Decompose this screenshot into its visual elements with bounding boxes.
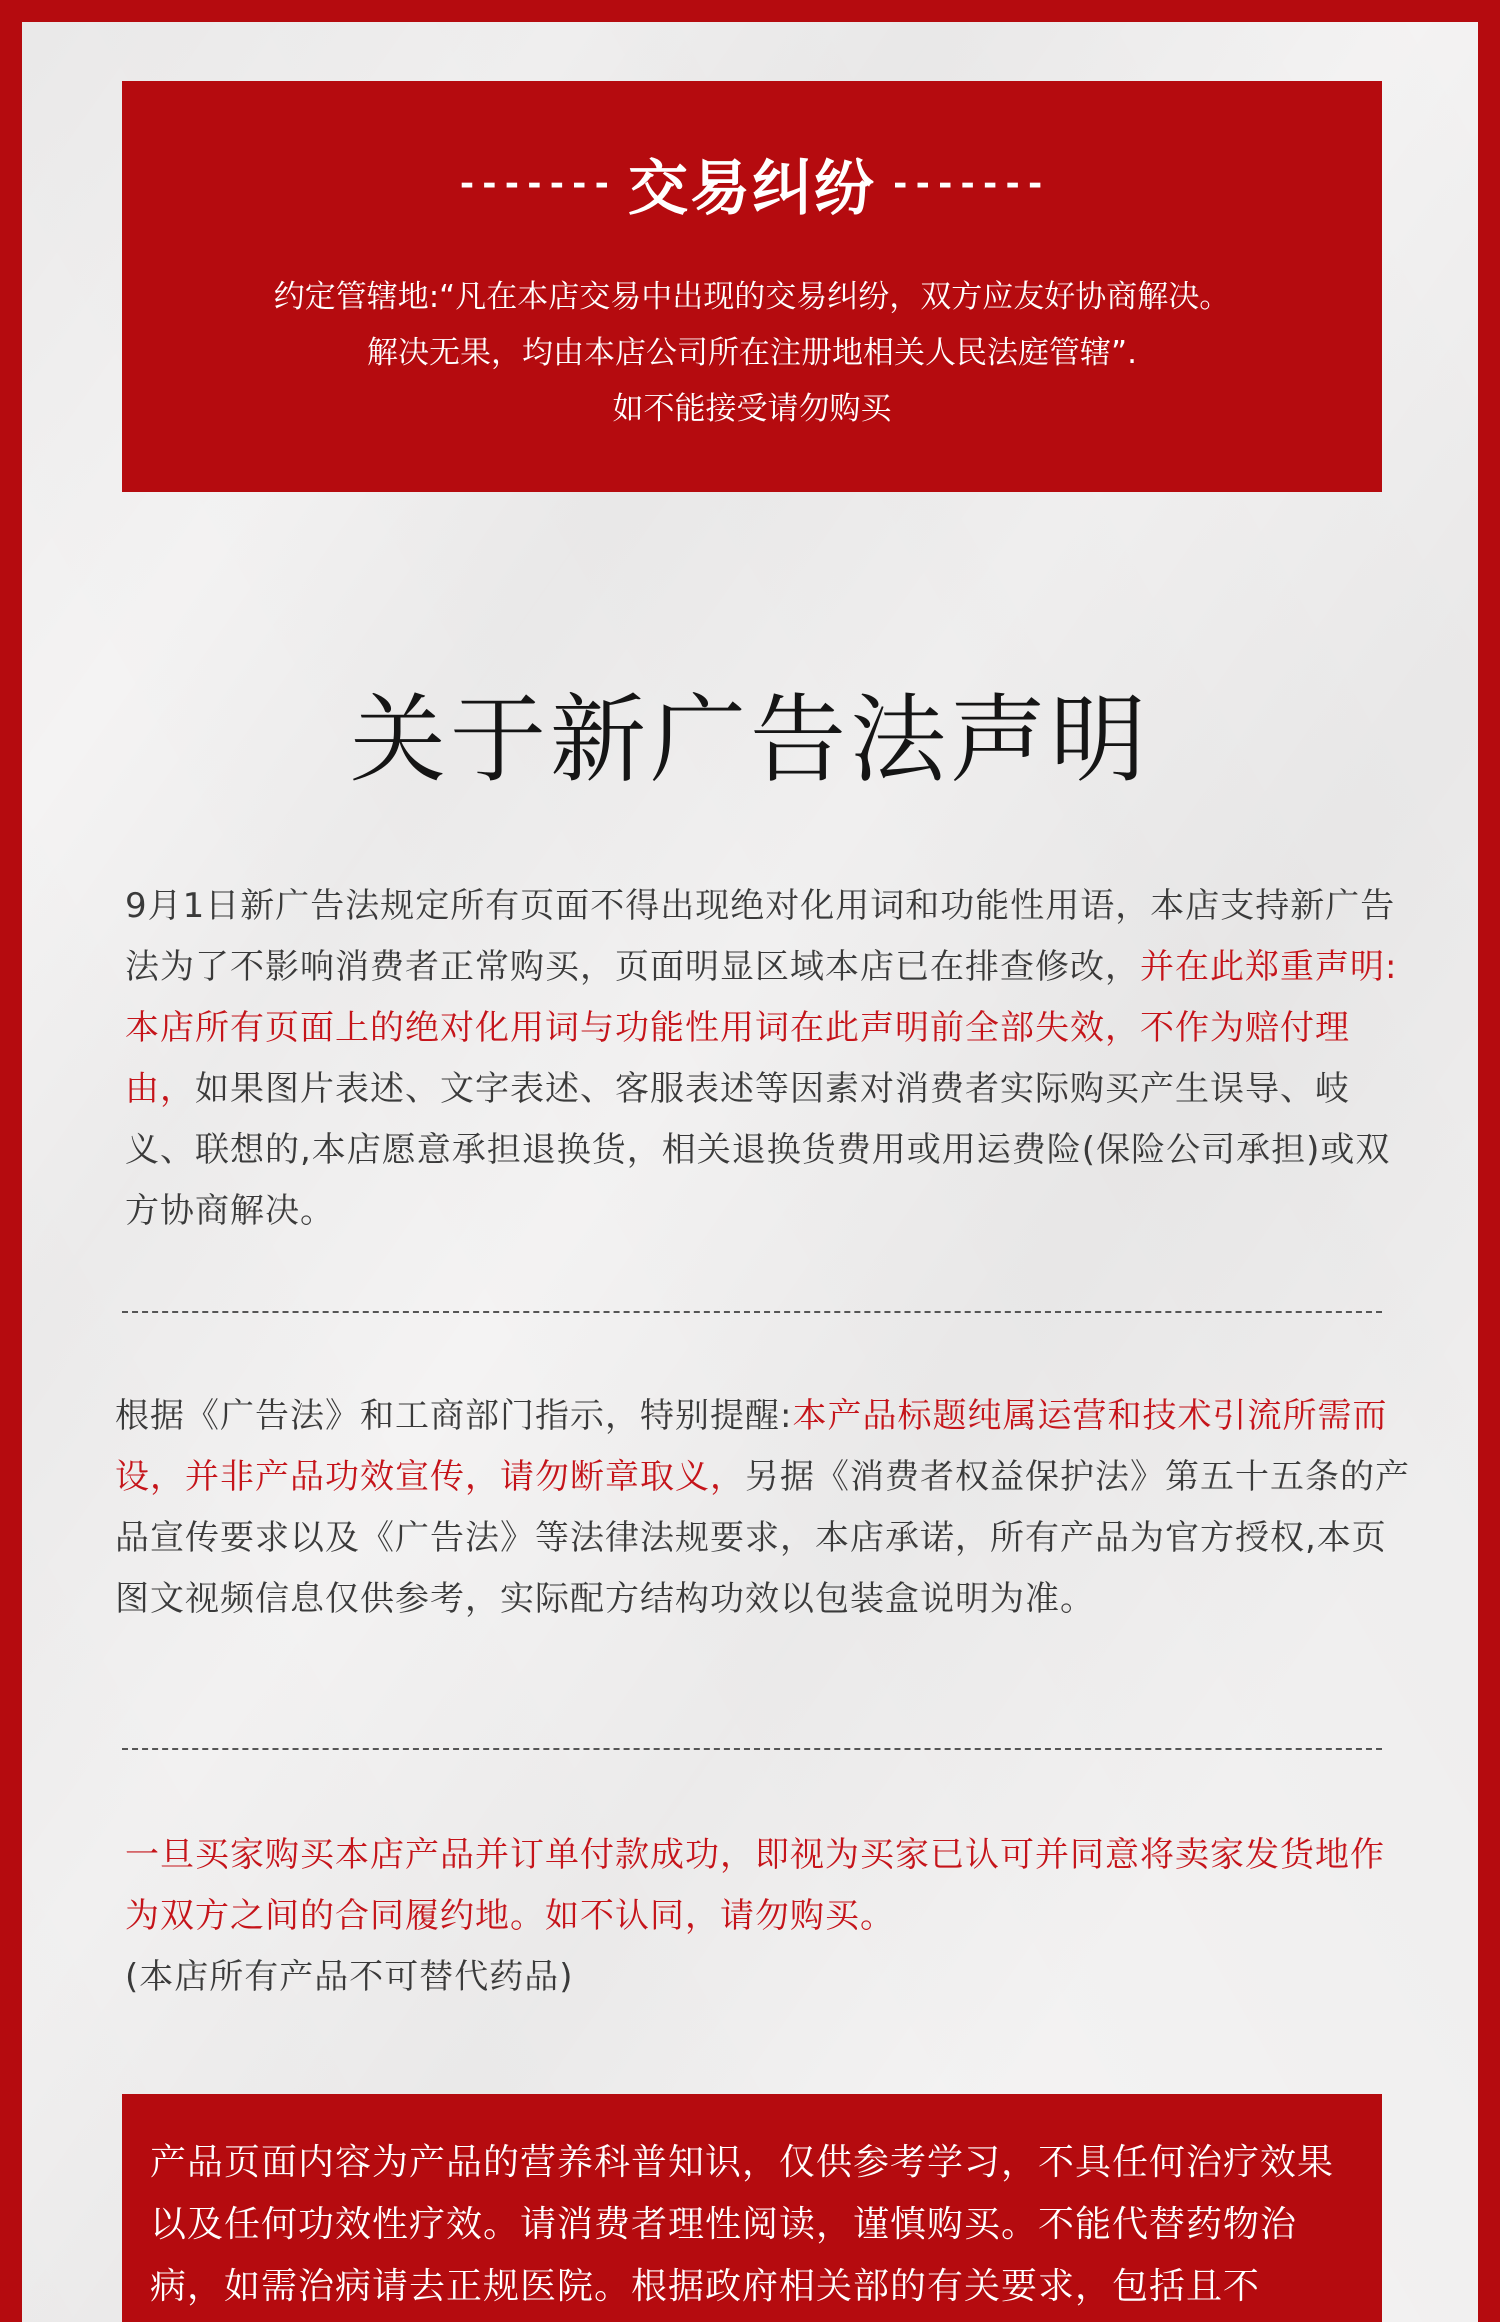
dashed-divider <box>122 1748 1382 1750</box>
contract-note: (本店所有产品不可替代药品) <box>125 1957 574 1997</box>
dispute-header <box>122 141 1382 227</box>
ad-law-paragraph <box>125 876 1405 1242</box>
dispute-line-1: 约定管辖地:“凡在本店交易中出现的交易纠纷，双方应友好协商解决。 <box>273 279 1231 315</box>
page-title: 关于新广告法声明 <box>350 684 1150 796</box>
notice-text: 产品页面内容为产品的营养科普知识，仅供参考学习，不具任何治疗效果以及任何功效性疗效。请消费者理性阅读，谨慎购买。不能代替药物治病，如需治病请去正规医院。根据政府相关部的有关要求，包括且不 <box>150 2142 1335 2307</box>
dispute-banner <box>122 81 1382 492</box>
dispute-dash-right: ------- <box>890 164 1048 204</box>
contract-paragraph <box>125 1825 1405 2008</box>
contract-highlight: 一旦买家购买本店产品并订单付款成功，即视为买家已认可并同意将卖家发货地作为双方之间的合同履约地。如不认同，请勿购买。 <box>125 1835 1385 1936</box>
dispute-line-2: 解决无果，均由本店公司所在注册地相关人民法庭管辖”. <box>367 335 1137 371</box>
reminder-highlight: 本产品标题纯属运营和技术引流所需而设，并非产品功效宣传，请勿断章取义， <box>115 1396 1388 1497</box>
reminder-paragraph <box>115 1386 1415 1630</box>
dashed-divider <box>122 1311 1382 1313</box>
dispute-title: 交易纠纷 <box>628 154 876 224</box>
page <box>22 22 1478 2322</box>
ad-law-highlight: 并在此郑重声明:本店所有页面上的绝对化用词与功能性用词在此声明前全部失效，不作为赔付理由， <box>125 947 1398 1109</box>
reminder-text-2: 另据《消费者权益保护法》第五十五条的产品宣传要求以及《广告法》等法律法规要求，本店承诺，所有产品为官方授权,本页图文视频信息仅供参考，实际配方结构功效以包装盒说明为准。 <box>115 1457 1410 1619</box>
ad-law-text-2: 如果图片表述、文字表述、客服表述等因素对消费者实际购买产生误导、岐义、联想的,本店愿意承担退换货，相关退换货费用或用运费险(保险公司承担)或双方协商解决。 <box>125 1069 1391 1231</box>
dispute-dash-left: ------- <box>456 164 614 204</box>
dispute-line-3: 如不能接受请勿购买 <box>612 391 892 427</box>
notice-banner <box>122 2094 1382 2322</box>
dispute-text <box>122 269 1382 437</box>
ad-law-text-1: 9月1日新广告法规定所有页面不得出现绝对化用词和功能性用语，本店支持新广告法为了不影响消费者正常购买，页面明显区域本店已在排查修改， <box>125 886 1396 987</box>
reminder-text-1: 根据《广告法》和工商部门指示，特别提醒: <box>115 1396 793 1436</box>
